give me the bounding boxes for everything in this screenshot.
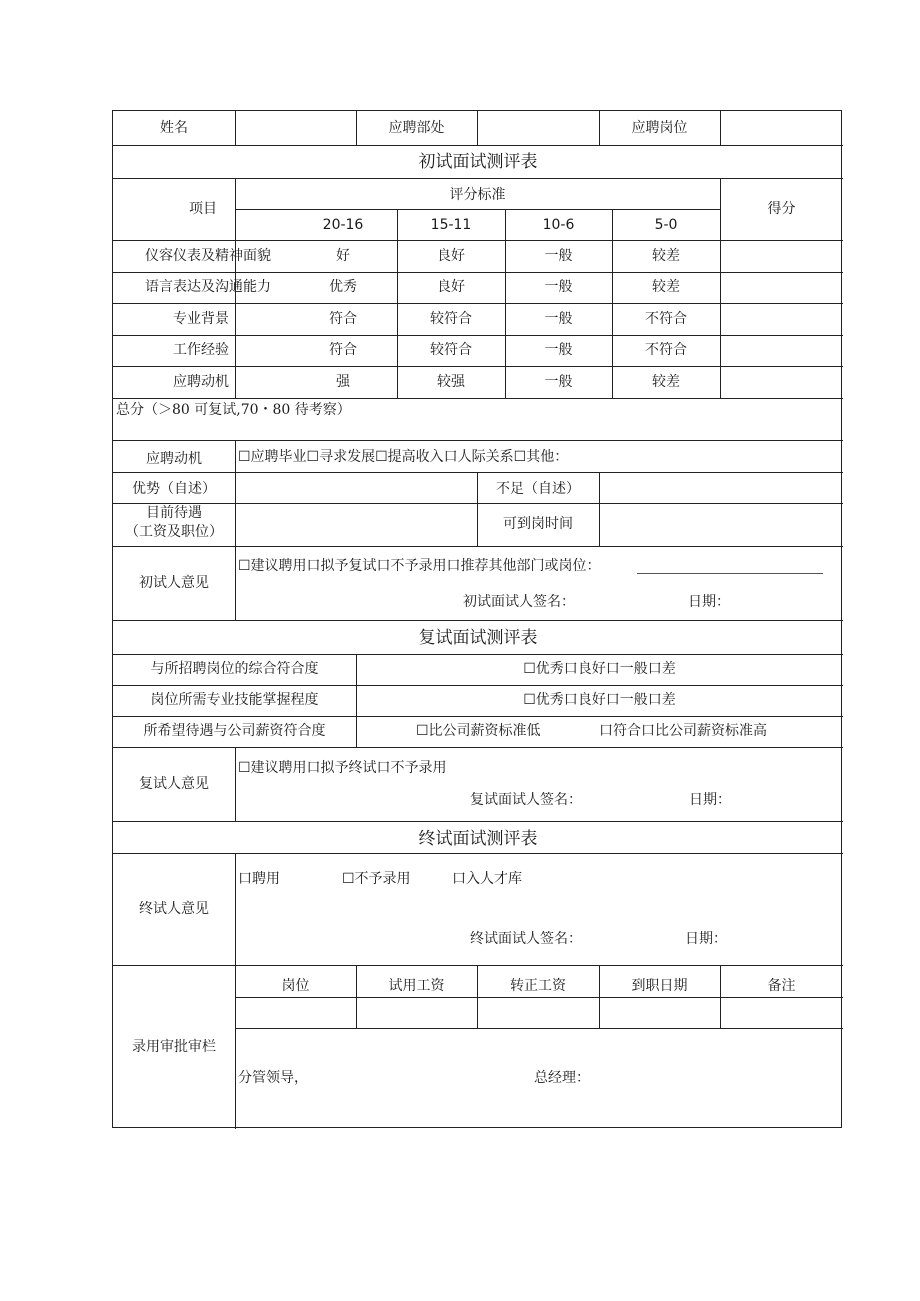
other-department-line[interactable] [637, 573, 823, 574]
criteria-cell: 符合 [329, 342, 357, 358]
approval-header: 岗位 [281, 978, 310, 994]
first-signer-label: 初试面试人签名： [463, 594, 575, 610]
score-field[interactable] [721, 304, 842, 335]
criteria-cell: 一般 [544, 311, 573, 327]
divider [113, 747, 843, 748]
approval-header: 试用工资 [388, 978, 445, 994]
second-interview-title: 复试面试测评表 [418, 628, 538, 648]
first-date-label: 日期： [688, 594, 730, 610]
skill-label: 岗位所需专业技能掌握程度 [150, 692, 319, 708]
criteria-cell: 一般 [544, 248, 573, 264]
treatment-label: 目前待遇 [146, 505, 202, 521]
approval-regular-salary-field[interactable] [478, 998, 599, 1028]
second-signer-label: 复试面试人签名： [470, 792, 582, 808]
criteria-cell: 良好 [437, 248, 465, 264]
final-option-hire[interactable]: 口聘用 [238, 871, 280, 887]
criteria-cell: 一般 [544, 342, 573, 358]
final-date-label: 日期： [685, 931, 727, 947]
divider [113, 398, 843, 399]
department-field[interactable] [478, 112, 598, 145]
fit-options[interactable]: ☐优秀口良好口一般口差 [523, 661, 676, 677]
second-date-label: 日期： [689, 792, 731, 808]
weakness-field[interactable] [600, 473, 842, 503]
final-signer-label: 终试面试人签名： [470, 931, 582, 947]
item-background: 专业背景 [173, 311, 229, 327]
position-label: 应聘岗位 [631, 120, 688, 136]
approval-header: 转正工资 [510, 978, 566, 994]
divider [397, 209, 398, 398]
range-label: 5-0 [654, 217, 678, 233]
division-leader-label: 分管领导， [238, 1070, 308, 1086]
divider [505, 209, 506, 398]
first-interview-title: 初试面试测评表 [418, 152, 538, 172]
divider [113, 620, 843, 621]
criteria-cell: 不符合 [645, 311, 687, 327]
divider [113, 853, 843, 854]
divider [612, 209, 613, 398]
skill-options[interactable]: ☐优秀口良好口一般口差 [523, 692, 676, 708]
range-label: 15-11 [430, 217, 472, 233]
criteria-cell: 一般 [544, 279, 573, 295]
first-opinion-label: 初试人意见 [139, 575, 209, 591]
general-manager-label: 总经理： [534, 1070, 590, 1086]
divider [235, 747, 236, 821]
motive-label: 应聘动机 [146, 451, 202, 467]
second-opinion-options[interactable]: ☐建议聘用口拟予终试口不予录用 [238, 760, 447, 776]
approval-trial-salary-field[interactable] [357, 998, 477, 1028]
divider [113, 546, 843, 547]
approval-label: 录用审批审栏 [132, 1039, 216, 1055]
first-opinion-options[interactable]: ☐建议聘用口拟予复试口不予录用口推荐其他部门或岗位： [238, 558, 601, 574]
divider [113, 178, 843, 179]
final-option-reject[interactable]: ☐不予录用 [342, 871, 411, 887]
divider [113, 145, 843, 146]
criteria-cell: 优秀 [329, 279, 357, 295]
item-appearance: 仪容仪表及精神面貌 [145, 248, 271, 264]
criteria-cell: 不符合 [645, 342, 687, 358]
approval-position-field[interactable] [236, 998, 356, 1028]
arrival-time-field[interactable] [600, 504, 842, 546]
divider [113, 440, 843, 441]
range-label: 10-6 [542, 217, 575, 233]
treatment-field[interactable] [236, 504, 477, 546]
total-score-label: 总分（＞80 可复试,70・80 待考察） [116, 402, 351, 418]
salary-option-fit-high[interactable]: 口符合口比公司薪资标准高 [599, 723, 767, 739]
criteria-underline [235, 209, 720, 210]
name-field[interactable] [236, 112, 356, 145]
name-label: 姓名 [160, 120, 188, 136]
criteria-cell: 较差 [652, 248, 680, 264]
criteria-cell: 强 [336, 374, 350, 390]
criteria-cell: 好 [336, 248, 350, 264]
criteria-cell: 一般 [544, 374, 573, 390]
strength-label: 优势（自述） [132, 481, 216, 497]
salary-fit-label: 所希望待遇与公司薪资符合度 [143, 723, 326, 739]
criteria-cell: 良好 [437, 279, 465, 295]
strength-field[interactable] [236, 473, 477, 503]
criteria-cell: 较强 [437, 374, 465, 390]
item-motivation: 应聘动机 [173, 374, 229, 390]
item-experience: 工作经验 [173, 342, 229, 358]
motive-checkbox-options[interactable]: ☐应聘毕业☐寻求发展☐提高收入口人际关系☐其他： [238, 449, 569, 465]
score-field[interactable] [721, 367, 842, 398]
approval-header: 备注 [767, 978, 796, 994]
fit-label: 与所招聘岗位的综合符合度 [150, 661, 319, 677]
criteria-cell: 较符合 [430, 311, 472, 327]
item-label: 项目 [189, 201, 217, 217]
criteria-cell: 较差 [652, 279, 680, 295]
criteria-label: 评分标准 [449, 187, 506, 203]
divider [113, 821, 843, 822]
criteria-cell: 较差 [652, 374, 680, 390]
score-field[interactable] [721, 273, 842, 303]
approval-header: 到职日期 [631, 978, 688, 994]
criteria-cell: 较符合 [430, 342, 472, 358]
score-field[interactable] [721, 241, 842, 272]
divider [235, 1028, 843, 1029]
position-field[interactable] [721, 112, 842, 145]
interview-evaluation-form [112, 110, 842, 1128]
item-communication: 语言表达及沟通能力 [145, 279, 271, 295]
department-label: 应聘部处 [388, 120, 445, 136]
divider [113, 654, 843, 655]
final-opinion-label: 终试人意见 [139, 901, 209, 917]
range-label: 20-16 [322, 217, 364, 233]
final-interview-title: 终试面试测评表 [418, 829, 538, 849]
approval-start-date-field[interactable] [600, 998, 720, 1028]
weakness-label: 不足（自述） [496, 481, 580, 497]
treatment-label-sub: （工资及职位） [125, 524, 223, 540]
score-field[interactable] [721, 336, 842, 366]
final-option-talent-pool[interactable]: 口入人才库 [452, 871, 522, 887]
second-opinion-label: 复试人意见 [139, 776, 209, 792]
divider [113, 716, 843, 717]
criteria-cell: 符合 [329, 311, 357, 327]
arrival-time-label: 可到岗时间 [503, 516, 573, 532]
salary-option-low[interactable]: ☐比公司薪资标准低 [416, 723, 541, 739]
divider [113, 685, 843, 686]
approval-remark-field[interactable] [721, 998, 842, 1028]
score-label: 得分 [767, 201, 796, 217]
divider [113, 965, 843, 966]
